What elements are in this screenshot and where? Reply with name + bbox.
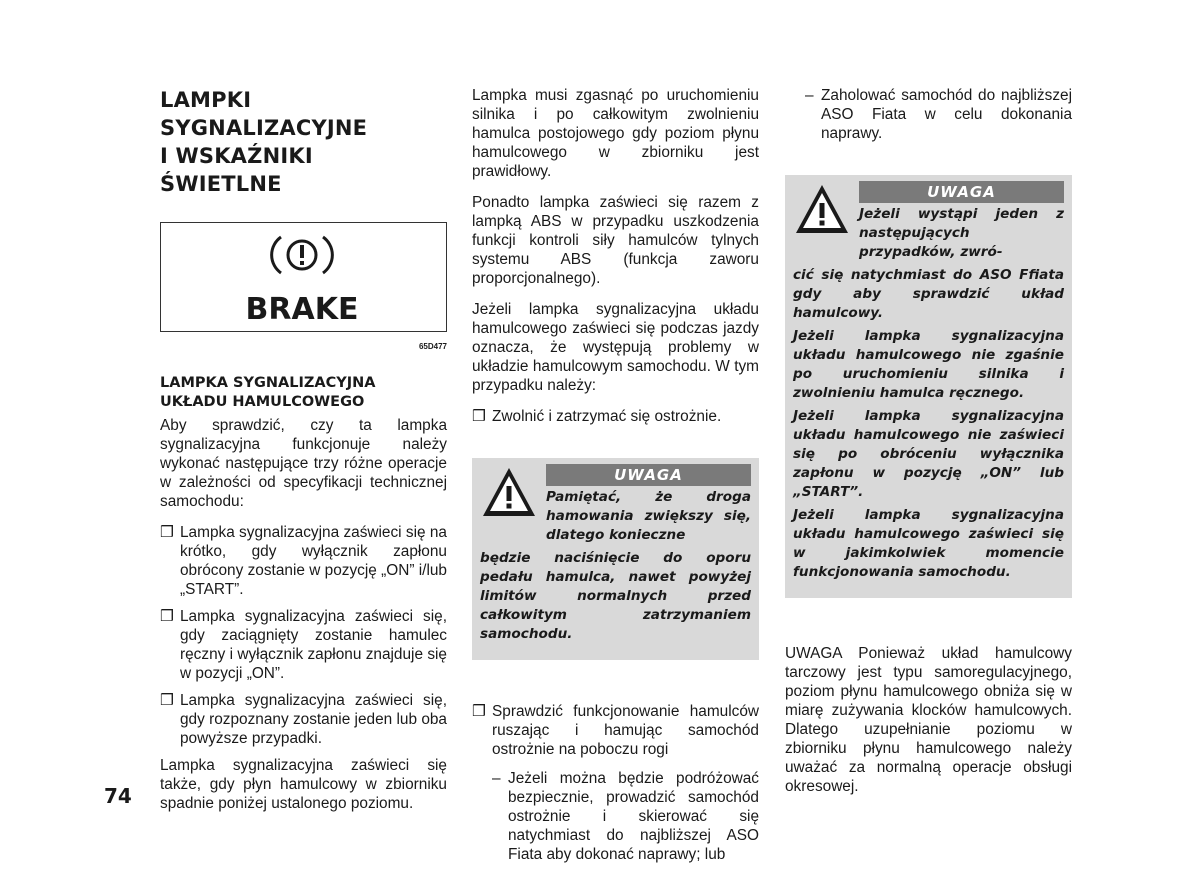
- title-line: LAMPKI: [160, 88, 252, 112]
- dash-item-text: Jeżeli można będzie podróżować bezpiecznie, prowadzić samochód ostrożnie i skierować się natychmiast do najbliższej ASO Fiata aby dokonać naprawy; lub: [508, 770, 759, 863]
- list-item-text: Lampka sygnalizacyjna zaświeci się, gdy zaciągnięty zostanie hamulec ręczny i wyłącznik zapłonu znajduje się w pozycji „ON”.: [180, 608, 447, 682]
- title-line: ŚWIETLNE: [160, 172, 282, 196]
- dash-bullet: –: [805, 87, 814, 104]
- warning-text: Pamiętać, że droga hamowania zwiększy się, dlatego konieczne: [546, 489, 751, 543]
- outro-paragraph: Lampka sygnalizacyjna zaświeci się także, gdy płyn hamulcowy w zbiorniku spadnie poniżej ustalonego poziomu.: [160, 757, 447, 812]
- list-item: [472, 407, 759, 426]
- list-item-text: Lampka sygnalizacyjna zaświeci się, gdy rozpoznany zostanie jeden lub oba powyższe przypadki.: [180, 692, 447, 747]
- warning-box: [785, 175, 1072, 598]
- brake-warning-light-icon: [161, 223, 447, 331]
- dash-item: [492, 769, 759, 864]
- subheading-line: UKŁADU HAMULCOWEGO: [160, 394, 365, 410]
- list-item: [160, 607, 447, 683]
- paragraph: Ponadto lampka zaświeci się razem z lampką ABS w przypadku uszkodzenia funkcji kontroli siły hamulców tylnych systemu ABS (funkcja zaworu proporcjonalnego).: [472, 194, 759, 287]
- warning-text: cić się natychmiast do ASO Ffiata gdy aby sprawdzić układ hamulcowy.: [793, 267, 1064, 321]
- dash-bullet: –: [492, 770, 501, 787]
- paragraph: Jeżeli lampka sygnalizacyjna układu hamulcowego zaświeci się podczas jazdy oznacza, że występują problemy w układzie hamulcowym samochodu. W tym przypadku należy:: [472, 301, 759, 394]
- intro-paragraph: Aby sprawdzić, czy ta lampka sygnalizacyjna funkcjonuje należy wykonać następujące trzy różne operacje w zależności od specyfikacji technicznej samochodu:: [160, 417, 447, 510]
- warning-triangle-icon: [793, 181, 851, 239]
- warning-text: Jeżeli wystąpi jeden z następujących przypadków, zwró-: [859, 206, 1064, 260]
- checkbox-bullet-icon: ❒: [160, 608, 174, 625]
- warning-text: Jeżeli lampka sygnalizacyjna układu hamulcowego nie zaświeci się po obróceniu wyłącznika zapłonu w pozycję „ON” lub „START”.: [793, 408, 1064, 500]
- dash-item-text: Zaholować samochód do najbliższej ASO Fiata w celu dokonania naprawy.: [821, 87, 1072, 142]
- paragraph: Lampka musi zgasnąć po uruchomieniu silnika i po całkowitym zwolnieniu hamulca postojowego gdy poziom płynu hamulcowego w zbiorniku jest prawidłowy.: [472, 87, 759, 180]
- warning-text: Jeżeli lampka sygnalizacyjna układu hamulcowego nie zgaśnie po uruchomieniu silnika i zwolnieniu hamulca ręcznego.: [793, 328, 1064, 401]
- list-item-text: Sprawdzić funkcjonowanie hamulców ruszając i hamując samochód ostrożnie na poboczu rogi: [492, 703, 759, 758]
- title-line: SYGNALIZACYJNE: [160, 116, 368, 140]
- list-item: [160, 691, 447, 748]
- figure-code: 65D477: [418, 342, 447, 351]
- checkbox-bullet-icon: ❒: [160, 524, 174, 541]
- checkbox-bullet-icon: ❒: [472, 408, 486, 425]
- brake-warning-figure: [160, 222, 447, 332]
- list-item: [160, 523, 447, 599]
- title-line: I WSKAŹNIKI: [160, 144, 313, 168]
- warning-box: [472, 458, 759, 660]
- list-item-text: Zwolnić i zatrzymać się ostrożnie.: [492, 408, 722, 425]
- column-3: [785, 86, 1072, 808]
- column-1: [160, 86, 447, 825]
- warning-label: UWAGA: [546, 464, 751, 486]
- subheading: [160, 374, 447, 412]
- checkbox-bullet-icon: ❒: [160, 692, 174, 709]
- note-paragraph: UWAGA Ponieważ układ hamulcowy tarczowy jest typu samoregulacyjnego, poziom płynu hamulcowego obniża się w miarę zużywania klocków hamulcowych. Dlatego uzupełnianie poziomu w zbiorniku płynu hamulcowego należy uważać za normalną operacje obsługi okresowej.: [785, 645, 1072, 795]
- column-2: [472, 86, 759, 864]
- section-title: [160, 86, 447, 198]
- warning-text: będzie naciśnięcie do oporu pedału hamulca, nawet powyżej limitów normalnych przed całkowitym zatrzymaniem samochodu.: [480, 550, 751, 642]
- dash-item: [805, 86, 1072, 143]
- brake-label: BRAKE: [245, 292, 359, 327]
- subheading-line: LAMPKA SYGNALIZACYJNA: [160, 375, 376, 391]
- checkbox-bullet-icon: ❒: [472, 703, 486, 720]
- page-number: 74: [104, 784, 132, 808]
- warning-label: UWAGA: [859, 181, 1064, 203]
- warning-triangle-icon: [480, 464, 538, 522]
- warning-text: Jeżeli lampka sygnalizacyjna układu hamulcowego zaświeci się w jakimkolwiek momencie funkcjonowania samochodu.: [793, 507, 1064, 580]
- list-item-text: Lampka sygnalizacyjna zaświeci się na krótko, gdy wyłącznik zapłonu obrócony zostanie w pozycję „ON” i/lub „START”.: [180, 524, 447, 598]
- list-item: [472, 702, 759, 759]
